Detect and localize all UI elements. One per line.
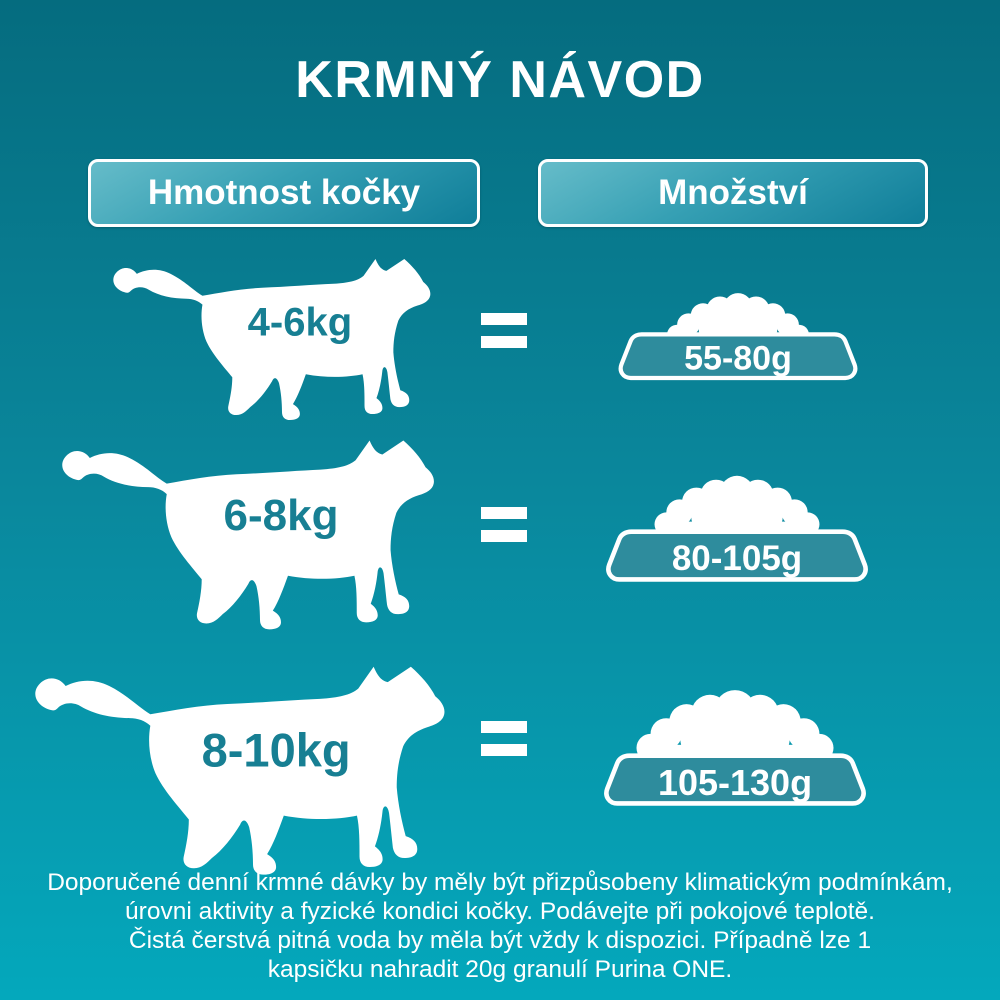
food-bowl bbox=[598, 331, 878, 383]
feeding-notes-line: kapsičku nahradit 20g granulí Purina ONE. bbox=[267, 956, 733, 983]
cat-weight-value: 4-6kg bbox=[247, 300, 353, 345]
cat-weight-value: 6-8kg bbox=[223, 490, 339, 540]
column-header-cat-weight-label: Hmotnost kočky bbox=[147, 173, 421, 212]
column-header-cat-weight bbox=[88, 159, 480, 227]
column-header-amount-label: Množství bbox=[658, 173, 808, 212]
column-header-amount bbox=[538, 159, 928, 227]
food-amount-value: 105-130g bbox=[657, 761, 813, 803]
equals-icon bbox=[481, 721, 527, 767]
feeding-notes-line: úrovni aktivity a fyzické kondici kočky. Podávejte při pokojové teplotě. bbox=[125, 898, 875, 925]
feeding-notes bbox=[0, 868, 1000, 984]
food-bowl bbox=[592, 752, 878, 809]
food-amount-value: 80-105g bbox=[671, 538, 803, 578]
equals-bar-bottom bbox=[481, 530, 527, 542]
page-title: KRMNÝ NÁVOD bbox=[295, 51, 705, 109]
equals-bar-top bbox=[481, 721, 527, 733]
cat-silhouette-large bbox=[22, 655, 484, 880]
equals-bar-bottom bbox=[481, 336, 527, 348]
feeding-notes-line: Čistá čerstvá pitná voda by měla být vždy k dispozici. Případně lze 1 bbox=[128, 927, 872, 954]
equals-bar-bottom bbox=[481, 744, 527, 756]
equals-bar-top bbox=[481, 313, 527, 325]
feeding-notes-line: Doporučené denní krmné dávky by měly být přizpůsobeny klimatickým podmínkám, bbox=[47, 869, 953, 896]
food-bowl bbox=[596, 528, 878, 585]
cat-weight-value: 8-10kg bbox=[201, 723, 351, 776]
cat-silhouette-small bbox=[103, 250, 461, 424]
kibble-mound-icon bbox=[629, 676, 841, 762]
equals-icon bbox=[481, 313, 527, 359]
kibble-mound-icon bbox=[651, 464, 823, 536]
food-amount-value: 55-80g bbox=[684, 339, 792, 378]
equals-icon bbox=[481, 507, 527, 553]
cat-silhouette-medium bbox=[50, 430, 470, 634]
equals-bar-top bbox=[481, 507, 527, 519]
